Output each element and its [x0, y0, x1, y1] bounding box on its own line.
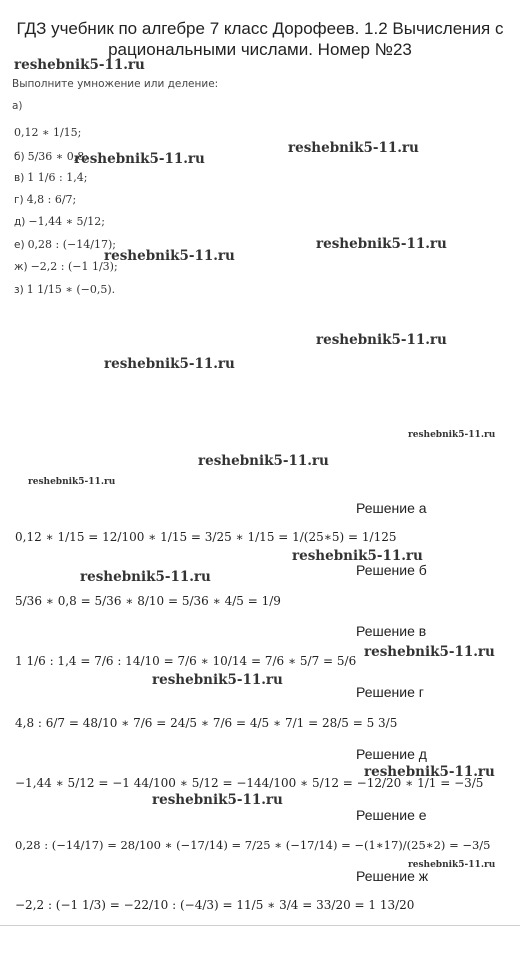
- watermark: reshebnik5-11.ru: [364, 644, 495, 660]
- task-item-expr: 0,28 : (−14/17);: [27, 238, 116, 251]
- watermark: reshebnik5-11.ru: [408, 860, 496, 870]
- solution-heading: Решение а: [356, 500, 427, 516]
- watermark: reshebnik5-11.ru: [14, 57, 145, 73]
- task-item-expr: −1,44 ∗ 5/12;: [28, 215, 105, 228]
- divider: [0, 925, 520, 926]
- solution-heading: Решение в: [356, 623, 427, 639]
- task-item-label: в): [14, 172, 25, 184]
- task-item-expr: −2,2 : (−1 1/3);: [30, 260, 118, 273]
- page-title: ГДЗ учебник по алгебре 7 класс Дорофеев. 1.2 Вычисления с рациональными числами. Номер №23: [16, 19, 504, 59]
- task-item: [14, 193, 76, 206]
- task-item: [14, 171, 87, 184]
- watermark: reshebnik5-11.ru: [104, 356, 235, 372]
- task-item-expr: 1 1/15 ∗ (−0,5).: [26, 283, 116, 296]
- watermark: reshebnik5-11.ru: [74, 151, 205, 167]
- watermark: reshebnik5-11.ru: [316, 236, 447, 252]
- solution-heading: Решение е: [356, 807, 427, 823]
- watermark: reshebnik5-11.ru: [80, 569, 211, 585]
- solution-heading: Решение ж: [356, 868, 429, 884]
- watermark: reshebnik5-11.ru: [408, 430, 496, 440]
- task-item-expr: 5/36 ∗ 0,8;: [27, 150, 88, 163]
- task-item: [14, 215, 105, 228]
- watermark: reshebnik5-11.ru: [316, 332, 447, 348]
- solution-expr: −2,2 : (−1 1/3) = −22/10 : (−4/3) = 11/5 ∗ 3/4 = 33/20 = 1 13/20: [15, 898, 415, 912]
- solution-heading: Решение д: [356, 746, 427, 762]
- task-item-label: д): [14, 216, 26, 228]
- task-item: [14, 238, 116, 251]
- task-item: [14, 283, 115, 296]
- task-item-label: б): [14, 151, 25, 163]
- solution-expr: 0,28 : (−14/17) = 28/100 ∗ (−17/14) = 7/25 ∗ (−17/14) = −(1∗17)/(25∗2) = −3/5: [15, 838, 491, 852]
- watermark: reshebnik5-11.ru: [292, 548, 423, 564]
- task-item-expr: 0,12 ∗ 1/15;: [14, 126, 82, 139]
- watermark: reshebnik5-11.ru: [104, 248, 235, 264]
- watermark: reshebnik5-11.ru: [152, 672, 283, 688]
- solution-expr: −1,44 ∗ 5/12 = −1 44/100 ∗ 5/12 = −144/100 ∗ 5/12 = −12/20 ∗ 1/1 = −3/5: [15, 776, 484, 790]
- task-item-label: з): [14, 284, 24, 296]
- watermark: reshebnik5-11.ru: [364, 764, 495, 780]
- task-item-expr: 4,8 : 6/7;: [26, 193, 77, 206]
- task-item-expr: 1 1/6 : 1,4;: [27, 171, 88, 184]
- solution-expr: 4,8 : 6/7 = 48/10 ∗ 7/6 = 24/5 ∗ 7/6 = 4/5 ∗ 7/1 = 28/5 = 5 3/5: [15, 716, 398, 730]
- watermark: reshebnik5-11.ru: [28, 477, 116, 487]
- task-instruction: Выполните умножение или деление:: [12, 78, 219, 90]
- task-item: [14, 126, 81, 139]
- watermark: reshebnik5-11.ru: [152, 792, 283, 808]
- solution-expr: 5/36 ∗ 0,8 = 5/36 ∗ 8/10 = 5/36 ∗ 4/5 = 1/9: [15, 594, 281, 608]
- task-item-label: г): [14, 194, 24, 206]
- solution-expr: 1 1/6 : 1,4 = 7/6 : 14/10 = 7/6 ∗ 10/14 = 7/6 ∗ 5/7 = 5/6: [15, 654, 357, 668]
- task-item-label: ж): [14, 261, 28, 273]
- watermark: reshebnik5-11.ru: [288, 140, 419, 156]
- solution-heading: Решение г: [356, 684, 424, 700]
- task-item-label: е): [14, 239, 25, 251]
- task-part-label: а): [12, 100, 23, 112]
- task-item: [14, 150, 88, 163]
- solution-heading: Решение б: [356, 562, 427, 578]
- solution-expr: 0,12 ∗ 1/15 = 12/100 ∗ 1/15 = 3/25 ∗ 1/15 = 1/(25∗5) = 1/125: [15, 530, 397, 544]
- watermark: reshebnik5-11.ru: [198, 453, 329, 469]
- task-item: [14, 260, 118, 273]
